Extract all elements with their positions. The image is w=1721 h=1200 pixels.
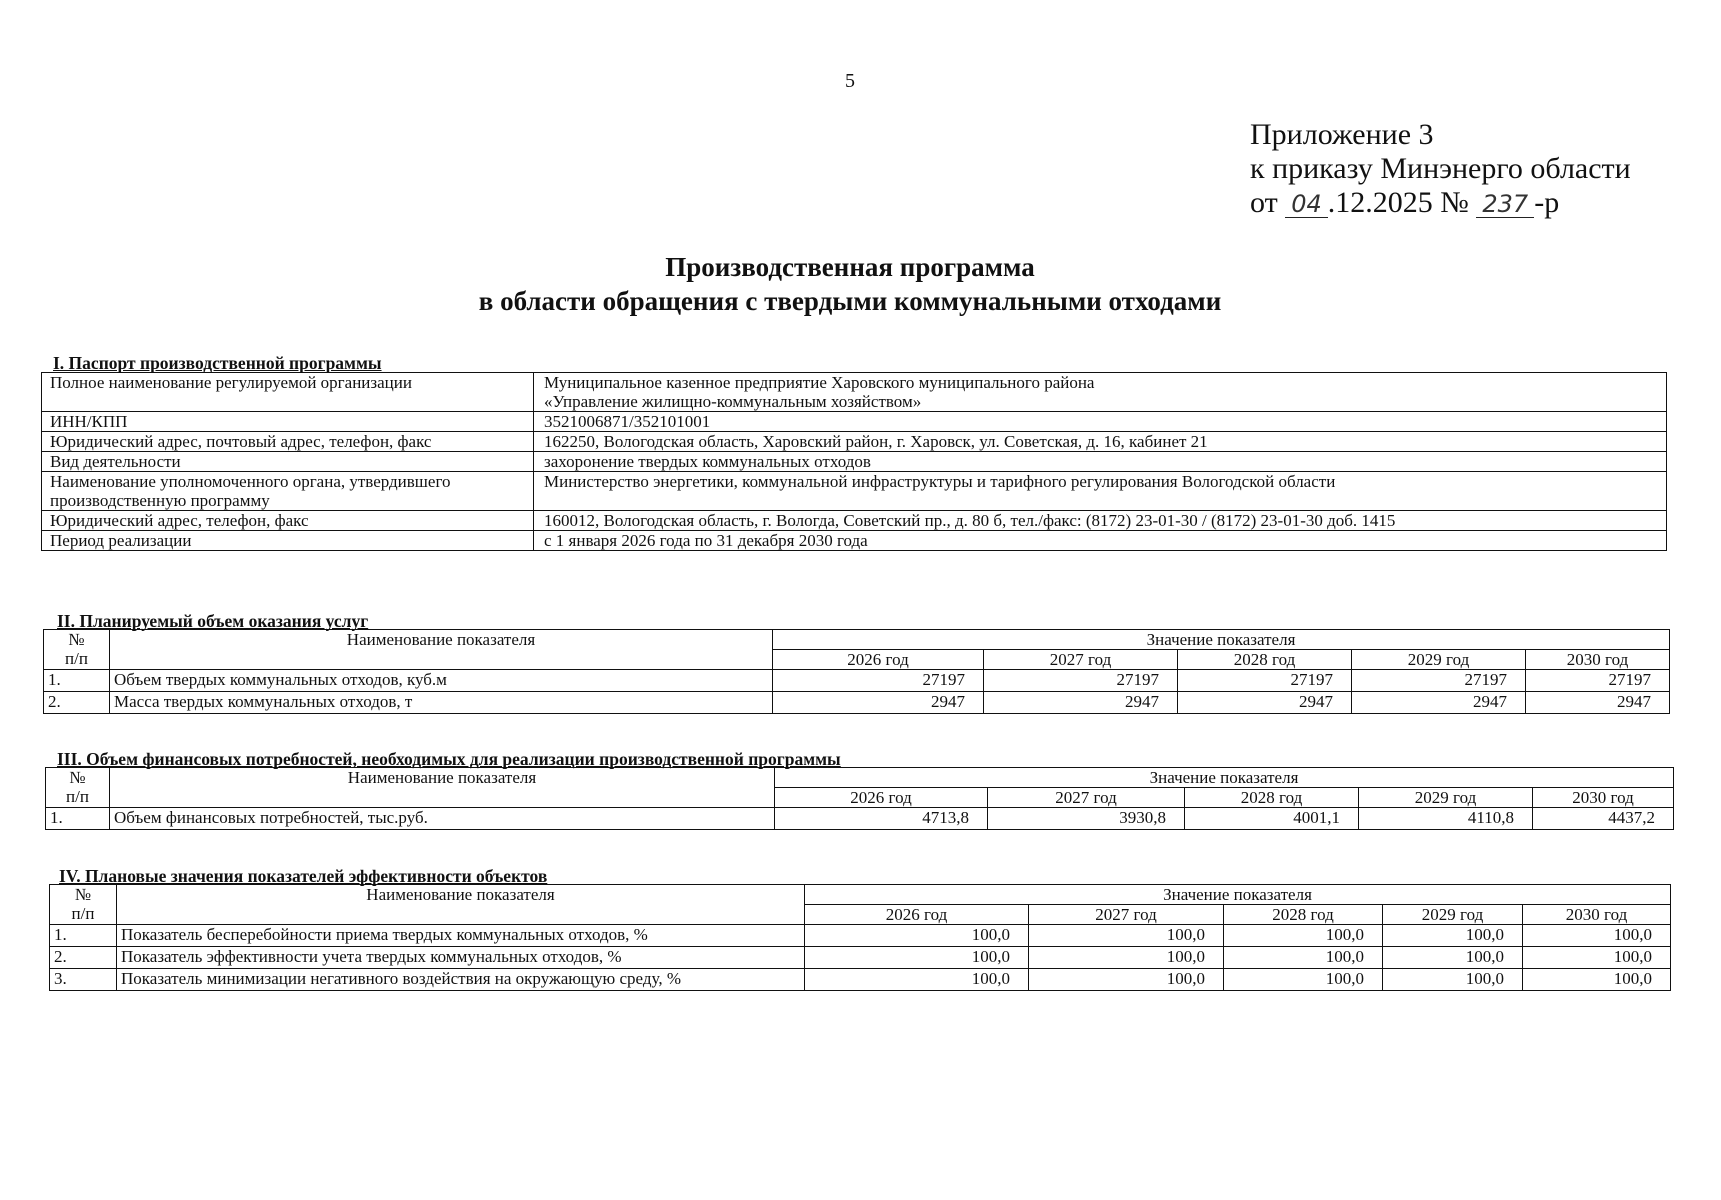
passport-value-text: 3521006871/352101001 — [544, 412, 711, 431]
efficiency-year-header: 2027 год — [1029, 905, 1224, 925]
passport-value-text: захоронение твердых коммунальных отходов — [544, 452, 871, 471]
appendix-prefix: от — [1250, 186, 1278, 219]
efficiency-row-num: 2. — [50, 947, 117, 969]
passport-value-text-2: «Управление жилищно-коммунальным хозяйством» — [544, 392, 922, 411]
finance-row-value: 4437,2 — [1533, 808, 1674, 830]
efficiency-row — [50, 925, 1671, 947]
num-header-symbol: № — [69, 768, 86, 787]
passport-row — [42, 531, 1667, 551]
efficiency-table — [49, 884, 1671, 991]
efficiency-row — [50, 947, 1671, 969]
appendix-suffix: -р — [1534, 186, 1560, 219]
efficiency-row-name: Показатель бесперебойности приема твердых коммунальных отходов, % — [117, 925, 805, 947]
finance-year-header: 2029 год — [1359, 788, 1533, 808]
passport-value — [534, 472, 1667, 511]
efficiency-year-header: 2028 год — [1224, 905, 1383, 925]
efficiency-row-value: 100,0 — [1383, 969, 1523, 991]
num-header-pp: п/п — [66, 787, 89, 806]
efficiency-row-value: 100,0 — [1029, 969, 1224, 991]
finance-row-value: 4110,8 — [1359, 808, 1533, 830]
services-row-num: 2. — [44, 692, 110, 714]
services-row — [44, 670, 1670, 692]
passport-value — [534, 531, 1667, 551]
finance-row — [46, 808, 1674, 830]
efficiency-row-value: 100,0 — [1224, 969, 1383, 991]
appendix-header — [1250, 118, 1631, 220]
passport-value — [534, 452, 1667, 472]
efficiency-row-value: 100,0 — [1523, 925, 1671, 947]
finance-row-value: 3930,8 — [988, 808, 1185, 830]
efficiency-row-num: 3. — [50, 969, 117, 991]
efficiency-row-value: 100,0 — [1224, 925, 1383, 947]
title-line-1: Производственная программа — [665, 252, 1035, 282]
efficiency-num-header — [50, 885, 117, 925]
passport-label — [42, 373, 534, 412]
efficiency-row-value: 100,0 — [805, 925, 1029, 947]
efficiency-row-value: 100,0 — [805, 947, 1029, 969]
passport-row — [42, 432, 1667, 452]
finance-row-name: Объем финансовых потребностей, тыс.руб. — [110, 808, 775, 830]
passport-value-text: с 1 января 2026 года по 31 декабря 2030 года — [544, 531, 868, 550]
services-row-value: 2947 — [773, 692, 984, 714]
efficiency-row-name: Показатель эффективности учета твердых коммунальных отходов, % — [117, 947, 805, 969]
passport-value — [534, 373, 1667, 412]
efficiency-value-header: Значение показателя — [805, 885, 1671, 905]
appendix-line-3 — [1250, 186, 1631, 220]
passport-label-text: ИНН/КПП — [50, 412, 128, 431]
services-year-header: 2028 год — [1178, 650, 1352, 670]
passport-label-text: Вид деятельности — [50, 452, 181, 471]
efficiency-row-num: 1. — [50, 925, 117, 947]
passport-label — [42, 432, 534, 452]
finance-year-header: 2030 год — [1533, 788, 1674, 808]
passport-row — [42, 452, 1667, 472]
services-row — [44, 692, 1670, 714]
passport-value-text: 160012, Вологодская область, г. Вологда, Советский пр., д. 80 б, тел./факс: (8172) 23-01-30 / (8172) 23-01-30 доб. 1415 — [544, 511, 1396, 530]
efficiency-row-value: 100,0 — [805, 969, 1029, 991]
finance-year-header: 2026 год — [775, 788, 988, 808]
appendix-line-1: Приложение 3 — [1250, 118, 1434, 151]
title-line-2: в области обращения с твердыми коммунальными отходами — [478, 286, 1222, 316]
passport-table — [41, 372, 1667, 551]
financial-needs-table — [45, 767, 1674, 830]
finance-value-header: Значение показателя — [775, 768, 1674, 788]
passport-label — [42, 531, 534, 551]
passport-row — [42, 472, 1667, 511]
passport-value-text: 162250, Вологодская область, Харовский район, г. Харовск, ул. Советская, д. 16, кабинет 21 — [544, 432, 1208, 451]
services-row-value: 2947 — [1178, 692, 1352, 714]
section-3-title: III. Объем финансовых потребностей, необходимых для реализации производственной программы — [57, 749, 841, 769]
passport-value — [534, 511, 1667, 531]
passport-value — [534, 432, 1667, 452]
passport-row — [42, 412, 1667, 432]
document-title — [0, 250, 1700, 318]
efficiency-name-header: Наименование показателя — [117, 885, 805, 925]
finance-name-header: Наименование показателя — [110, 768, 775, 808]
section-4-title: IV. Плановые значения показателей эффективности объектов — [59, 866, 548, 886]
services-row-value: 27197 — [984, 670, 1178, 692]
finance-year-header: 2027 год — [988, 788, 1185, 808]
finance-row-num: 1. — [46, 808, 110, 830]
passport-label-text-2: производственную программу — [50, 491, 270, 510]
num-header-symbol: № — [74, 885, 92, 904]
passport-label-text: Юридический адрес, телефон, факс — [50, 511, 309, 530]
efficiency-row-value: 100,0 — [1383, 947, 1523, 969]
efficiency-year-header: 2030 год — [1523, 905, 1671, 925]
efficiency-row-value: 100,0 — [1029, 947, 1224, 969]
services-row-name: Объем твердых коммунальных отходов, куб.м — [110, 670, 773, 692]
services-volume-table — [43, 629, 1670, 714]
services-row-value: 27197 — [1352, 670, 1526, 692]
passport-label — [42, 412, 534, 432]
services-row-value: 27197 — [773, 670, 984, 692]
services-header-row — [44, 630, 1670, 650]
efficiency-year-header: 2026 год — [805, 905, 1029, 925]
efficiency-row-name: Показатель минимизации негативного воздействия на окружающую среду, % — [117, 969, 805, 991]
num-header-pp: п/п — [71, 904, 95, 923]
finance-num-header — [46, 768, 110, 808]
page-number: 5 — [845, 70, 855, 92]
passport-label-text: Наименование уполномоченного органа, утвердившего — [50, 472, 451, 491]
services-row-name: Масса твердых коммунальных отходов, т — [110, 692, 773, 714]
efficiency-row-value: 100,0 — [1523, 947, 1671, 969]
services-year-header: 2029 год — [1352, 650, 1526, 670]
efficiency-row — [50, 969, 1671, 991]
finance-year-header: 2028 год — [1185, 788, 1359, 808]
passport-label — [42, 472, 534, 511]
efficiency-header-row — [50, 885, 1671, 905]
num-header-pp: п/п — [65, 649, 88, 668]
section-1-title: I. Паспорт производственной программы — [53, 353, 382, 373]
services-row-value: 27197 — [1526, 670, 1670, 692]
services-row-num: 1. — [44, 670, 110, 692]
passport-row — [42, 511, 1667, 531]
efficiency-year-header: 2029 год — [1383, 905, 1523, 925]
services-value-header: Значение показателя — [773, 630, 1670, 650]
finance-row-value: 4713,8 — [775, 808, 988, 830]
efficiency-row-value: 100,0 — [1523, 969, 1671, 991]
passport-value-text: Министерство энергетики, коммунальной инфраструктуры и тарифного регулирования Вологодской области — [544, 472, 1336, 491]
services-year-header: 2030 год — [1526, 650, 1670, 670]
finance-row-value: 4001,1 — [1185, 808, 1359, 830]
services-year-header: 2026 год — [773, 650, 984, 670]
appendix-line-2: к приказу Минэнерго области — [1250, 152, 1631, 185]
passport-value-text: Муниципальное казенное предприятие Харовского муниципального района — [544, 373, 1095, 392]
passport-label — [42, 511, 534, 531]
passport-label — [42, 452, 534, 472]
services-name-header: Наименование показателя — [110, 630, 773, 670]
passport-label-text: Период реализации — [50, 531, 192, 550]
services-row-value: 2947 — [1526, 692, 1670, 714]
appendix-number: 237 — [1476, 191, 1534, 218]
services-year-header: 2027 год — [984, 650, 1178, 670]
efficiency-row-value: 100,0 — [1029, 925, 1224, 947]
efficiency-row-value: 100,0 — [1224, 947, 1383, 969]
passport-row — [42, 373, 1667, 412]
finance-header-row — [46, 768, 1674, 788]
services-num-header — [44, 630, 110, 670]
section-2-title: II. Планируемый объем оказания услуг — [57, 611, 369, 631]
passport-value — [534, 412, 1667, 432]
passport-label-text: Юридический адрес, почтовый адрес, телефон, факс — [50, 432, 432, 451]
appendix-day: 04 — [1285, 191, 1328, 218]
services-row-value: 2947 — [984, 692, 1178, 714]
passport-label-text: Полное наименование регулируемой организации — [50, 373, 412, 392]
services-row-value: 27197 — [1178, 670, 1352, 692]
services-row-value: 2947 — [1352, 692, 1526, 714]
appendix-date-rest: .12.2025 № — [1327, 186, 1469, 219]
num-header-symbol: № — [68, 630, 85, 649]
efficiency-row-value: 100,0 — [1383, 925, 1523, 947]
